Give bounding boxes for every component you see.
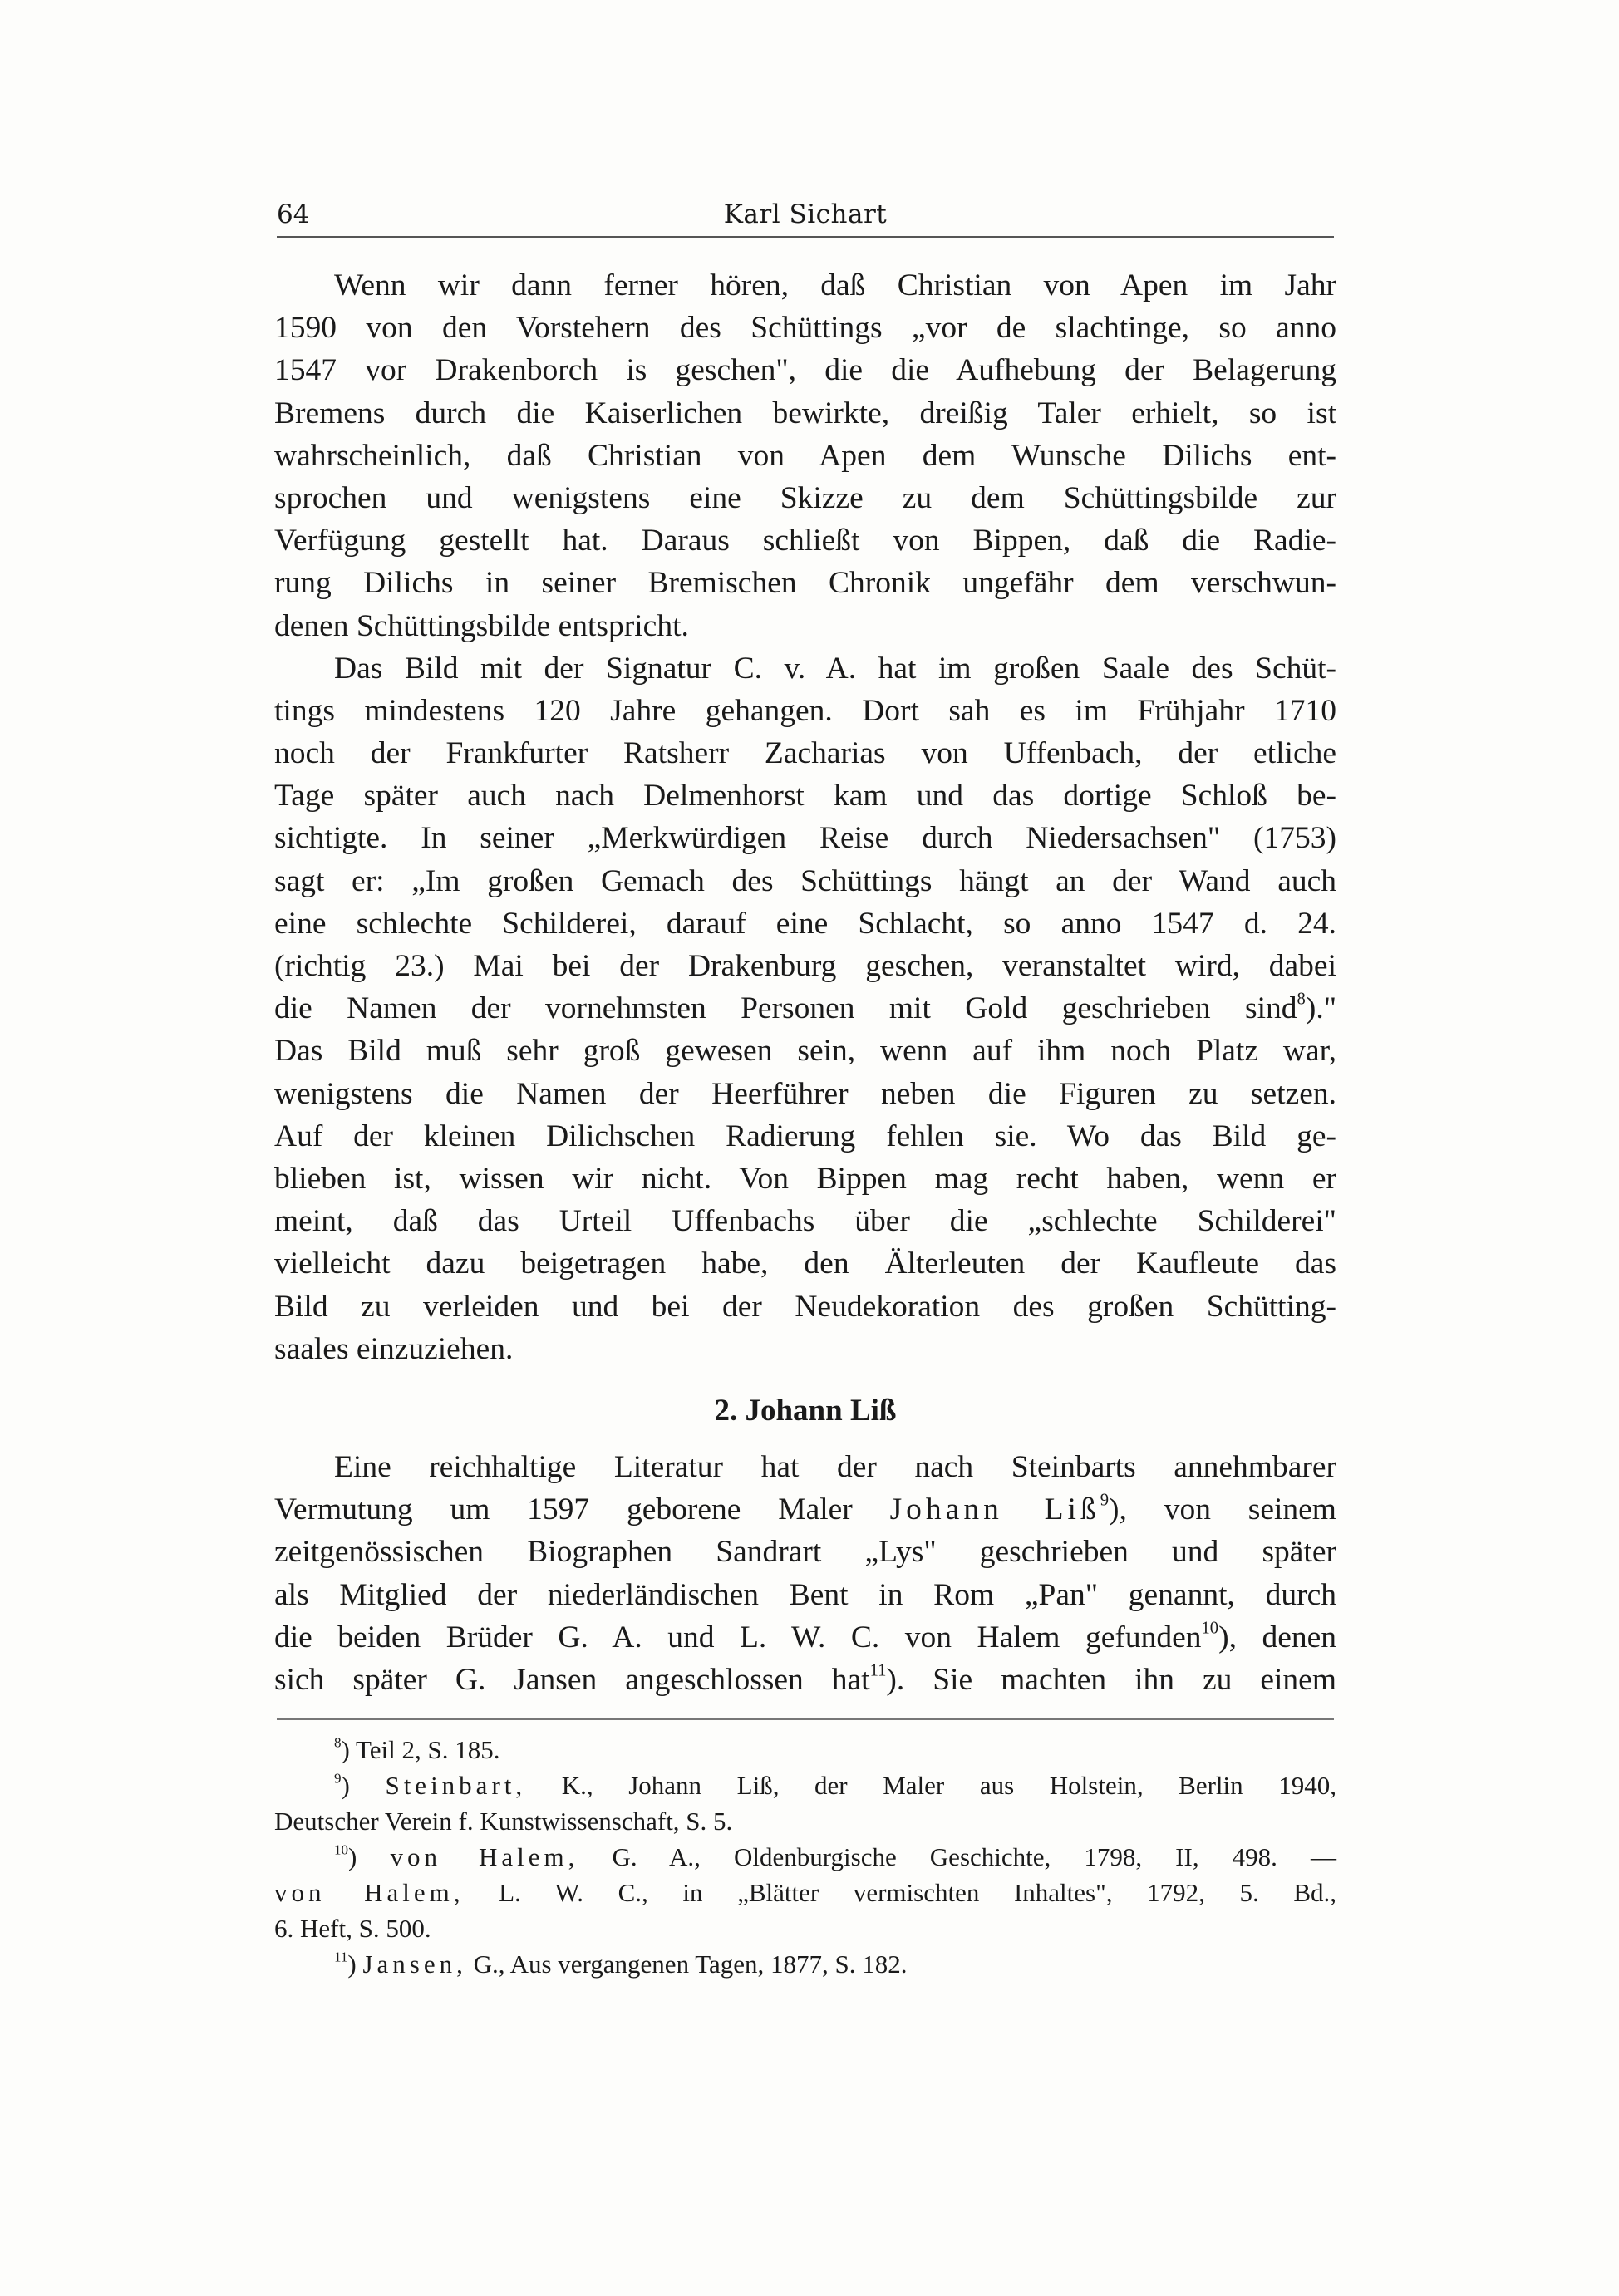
footnotes [274, 1732, 1336, 1982]
footnote-10-cont [274, 1875, 1336, 1910]
text-line: sichtigte. In seiner „Merkwürdigen Reise durch Niedersachsen" (1753) [274, 821, 1336, 856]
author-name: Jansen, [362, 1949, 467, 1979]
text-line: Eine reichhaltige Literatur hat der nach Steinbarts annehmbarer [334, 1450, 1336, 1484]
text-line: meint, daß das Urteil Uffenbachs über die „schlechte Schilderei" [274, 1204, 1336, 1239]
text-line: zeitgenössischen Biographen Sandrart „Lys" geschrieben und später [274, 1535, 1336, 1570]
text-line: 1590 von den Vorstehern des Schüttings „vor de slachtinge, so anno [274, 311, 1336, 346]
footnote-10: $^{10}$) von Halem, G. A., Oldenburgische Geschichte, 1798, II, 498. — [334, 1841, 1336, 1871]
text-line: Bremens durch die Kaiserlichen bewirkte, dreißig Taler erhielt, so ist [274, 396, 1336, 430]
text-line: tings mindestens 120 Jahre gehangen. Dort sah es im Frühjahr 1710 [274, 693, 1336, 728]
author-name: von Halem, [274, 1878, 465, 1907]
text-line: Tage später auch nach Delmenhorst kam und das dortige Schloß be- [274, 779, 1336, 814]
footnote-9-cont: Deutscher Verein f. Kunstwissenschaft, S. 5. [274, 1807, 733, 1836]
section-heading: 2. Johann Liß [714, 1394, 897, 1428]
text-line: saales einzuziehen. [274, 1331, 514, 1366]
text-fragment: die Namen der vornehmsten Personen mit Gold geschrieben sind [274, 991, 1297, 1026]
header-rule [277, 236, 1334, 238]
person-name: Johann Liß [889, 1492, 1100, 1527]
text-line: als Mitglied der niederländischen Bent in Rom „Pan" genannt, durch [274, 1577, 1336, 1612]
footnote-text: ) Teil 2, S. 185. [341, 1735, 500, 1764]
footnote-text: K., Johann Liß, der Maler aus Holstein, Berlin 1940, [526, 1771, 1337, 1800]
footnote-ref: 8 [1297, 990, 1306, 1009]
running-head [277, 189, 1334, 239]
text-fragment: die beiden Brüder G. A. und L. W. C. von Halem gefunden [274, 1620, 1202, 1654]
footnote-11: $^{11}$) Jansen, G., Aus vergangenen Tagen, 1877, S. 182. [334, 1949, 908, 1979]
text-line-with-note [274, 1488, 1336, 1531]
footnote-rule [277, 1718, 1334, 1720]
text-line: eine schlechte Schilderei, darauf eine Schlacht, so anno 1547 d. 24. [274, 906, 1336, 941]
text-fragment: Vermutung um 1597 geborene Maler [274, 1492, 853, 1527]
text-line: noch der Frankfurter Ratsherr Zacharias von Uffenbach, der etliche [274, 736, 1336, 771]
footnote-number: 10 [334, 1841, 349, 1858]
text-fragment: ), von seinem [1109, 1492, 1336, 1527]
section-2-body [274, 1446, 1336, 1701]
running-title: Karl Sichart [723, 199, 888, 229]
text-line-with-note [274, 987, 1336, 1030]
footnote-10-cont: 6. Heft, S. 500. [274, 1914, 431, 1943]
text-line: wenigstens die Namen der Heerführer neben die Figuren zu setzen. [274, 1076, 1336, 1111]
section-1-body [274, 264, 1336, 1370]
text-fragment: )." [1305, 991, 1336, 1026]
text-line: Bild zu verleiden und bei der Neudekoration des großen Schütting- [274, 1289, 1336, 1324]
author-name: von Halem, [390, 1842, 579, 1871]
text-line: Das Bild mit der Signatur C. v. A. hat im großen Saale des Schüt- [334, 651, 1336, 686]
footnote-number: 11 [334, 1949, 348, 1965]
text-line-with-note [274, 1659, 1336, 1701]
footnote-ref: 10 [1201, 1619, 1219, 1638]
text-line: denen Schüttingsbilde entspricht. [274, 608, 689, 643]
text-line: sagt er: „Im großen Gemach des Schüttings hängt an der Wand auch [274, 863, 1336, 898]
text-line: wahrscheinlich, daß Christian von Apen dem Wunsche Dilichs ent- [274, 438, 1336, 473]
author-name: Steinbart, [385, 1771, 527, 1800]
text-fragment: ), denen [1218, 1620, 1336, 1654]
footnote-number: 9 [334, 1770, 342, 1787]
text-line: blieben ist, wissen wir nicht. Von Bippen mag recht haben, wenn er [274, 1161, 1336, 1196]
footnote-ref: 11 [869, 1661, 887, 1680]
text-fragment: sich später G. Jansen angeschlossen hat [274, 1662, 870, 1697]
text-line: sprochen und wenigstens eine Skizze zu dem Schüttingsbilde zur [274, 480, 1336, 515]
footnote-text: G., Aus vergangenen Tagen, 1877, S. 182. [466, 1949, 908, 1979]
page-number: 64 [277, 199, 310, 229]
footnote-text: L. W. C., in „Blätter vermischten Inhaltes", 1792, 5. Bd., [464, 1878, 1336, 1907]
text-fragment: ). Sie machten ihn zu einem [886, 1662, 1336, 1697]
text-line: Wenn wir dann ferner hören, daß Christian von Apen im Jahr [334, 268, 1336, 302]
footnote-number: 8 [334, 1734, 342, 1751]
footnote-ref: 9 [1100, 1491, 1110, 1510]
footnote-8 [274, 1732, 1336, 1767]
text-line: Das Bild muß sehr groß gewesen sein, wenn auf ihm noch Platz war, [274, 1034, 1336, 1069]
text-line-with-note [274, 1616, 1336, 1659]
text-line: 1547 vor Drakenborch is geschen", die die Aufhebung der Belagerung [274, 353, 1336, 388]
footnote-9: $^9$) Steinbart, K., Johann Liß, der Maler aus Holstein, Berlin 1940, [334, 1770, 1337, 1800]
text-line: rung Dilichs in seiner Bremischen Chronik ungefähr dem verschwun- [274, 566, 1336, 601]
text-line: (richtig 23.) Mai bei der Drakenburg geschen, veranstaltet wird, dabei [274, 949, 1336, 983]
text-line: vielleicht dazu beigetragen habe, den Älterleuten der Kaufleute das [274, 1246, 1336, 1281]
footnote-text: G. A., Oldenburgische Geschichte, 1798, II, 498. — [578, 1842, 1336, 1871]
text-line: Auf der kleinen Dilichschen Radierung fehlen sie. Wo das Bild ge- [274, 1119, 1336, 1153]
text-line: Verfügung gestellt hat. Daraus schließt von Bippen, daß die Radie- [274, 524, 1336, 558]
